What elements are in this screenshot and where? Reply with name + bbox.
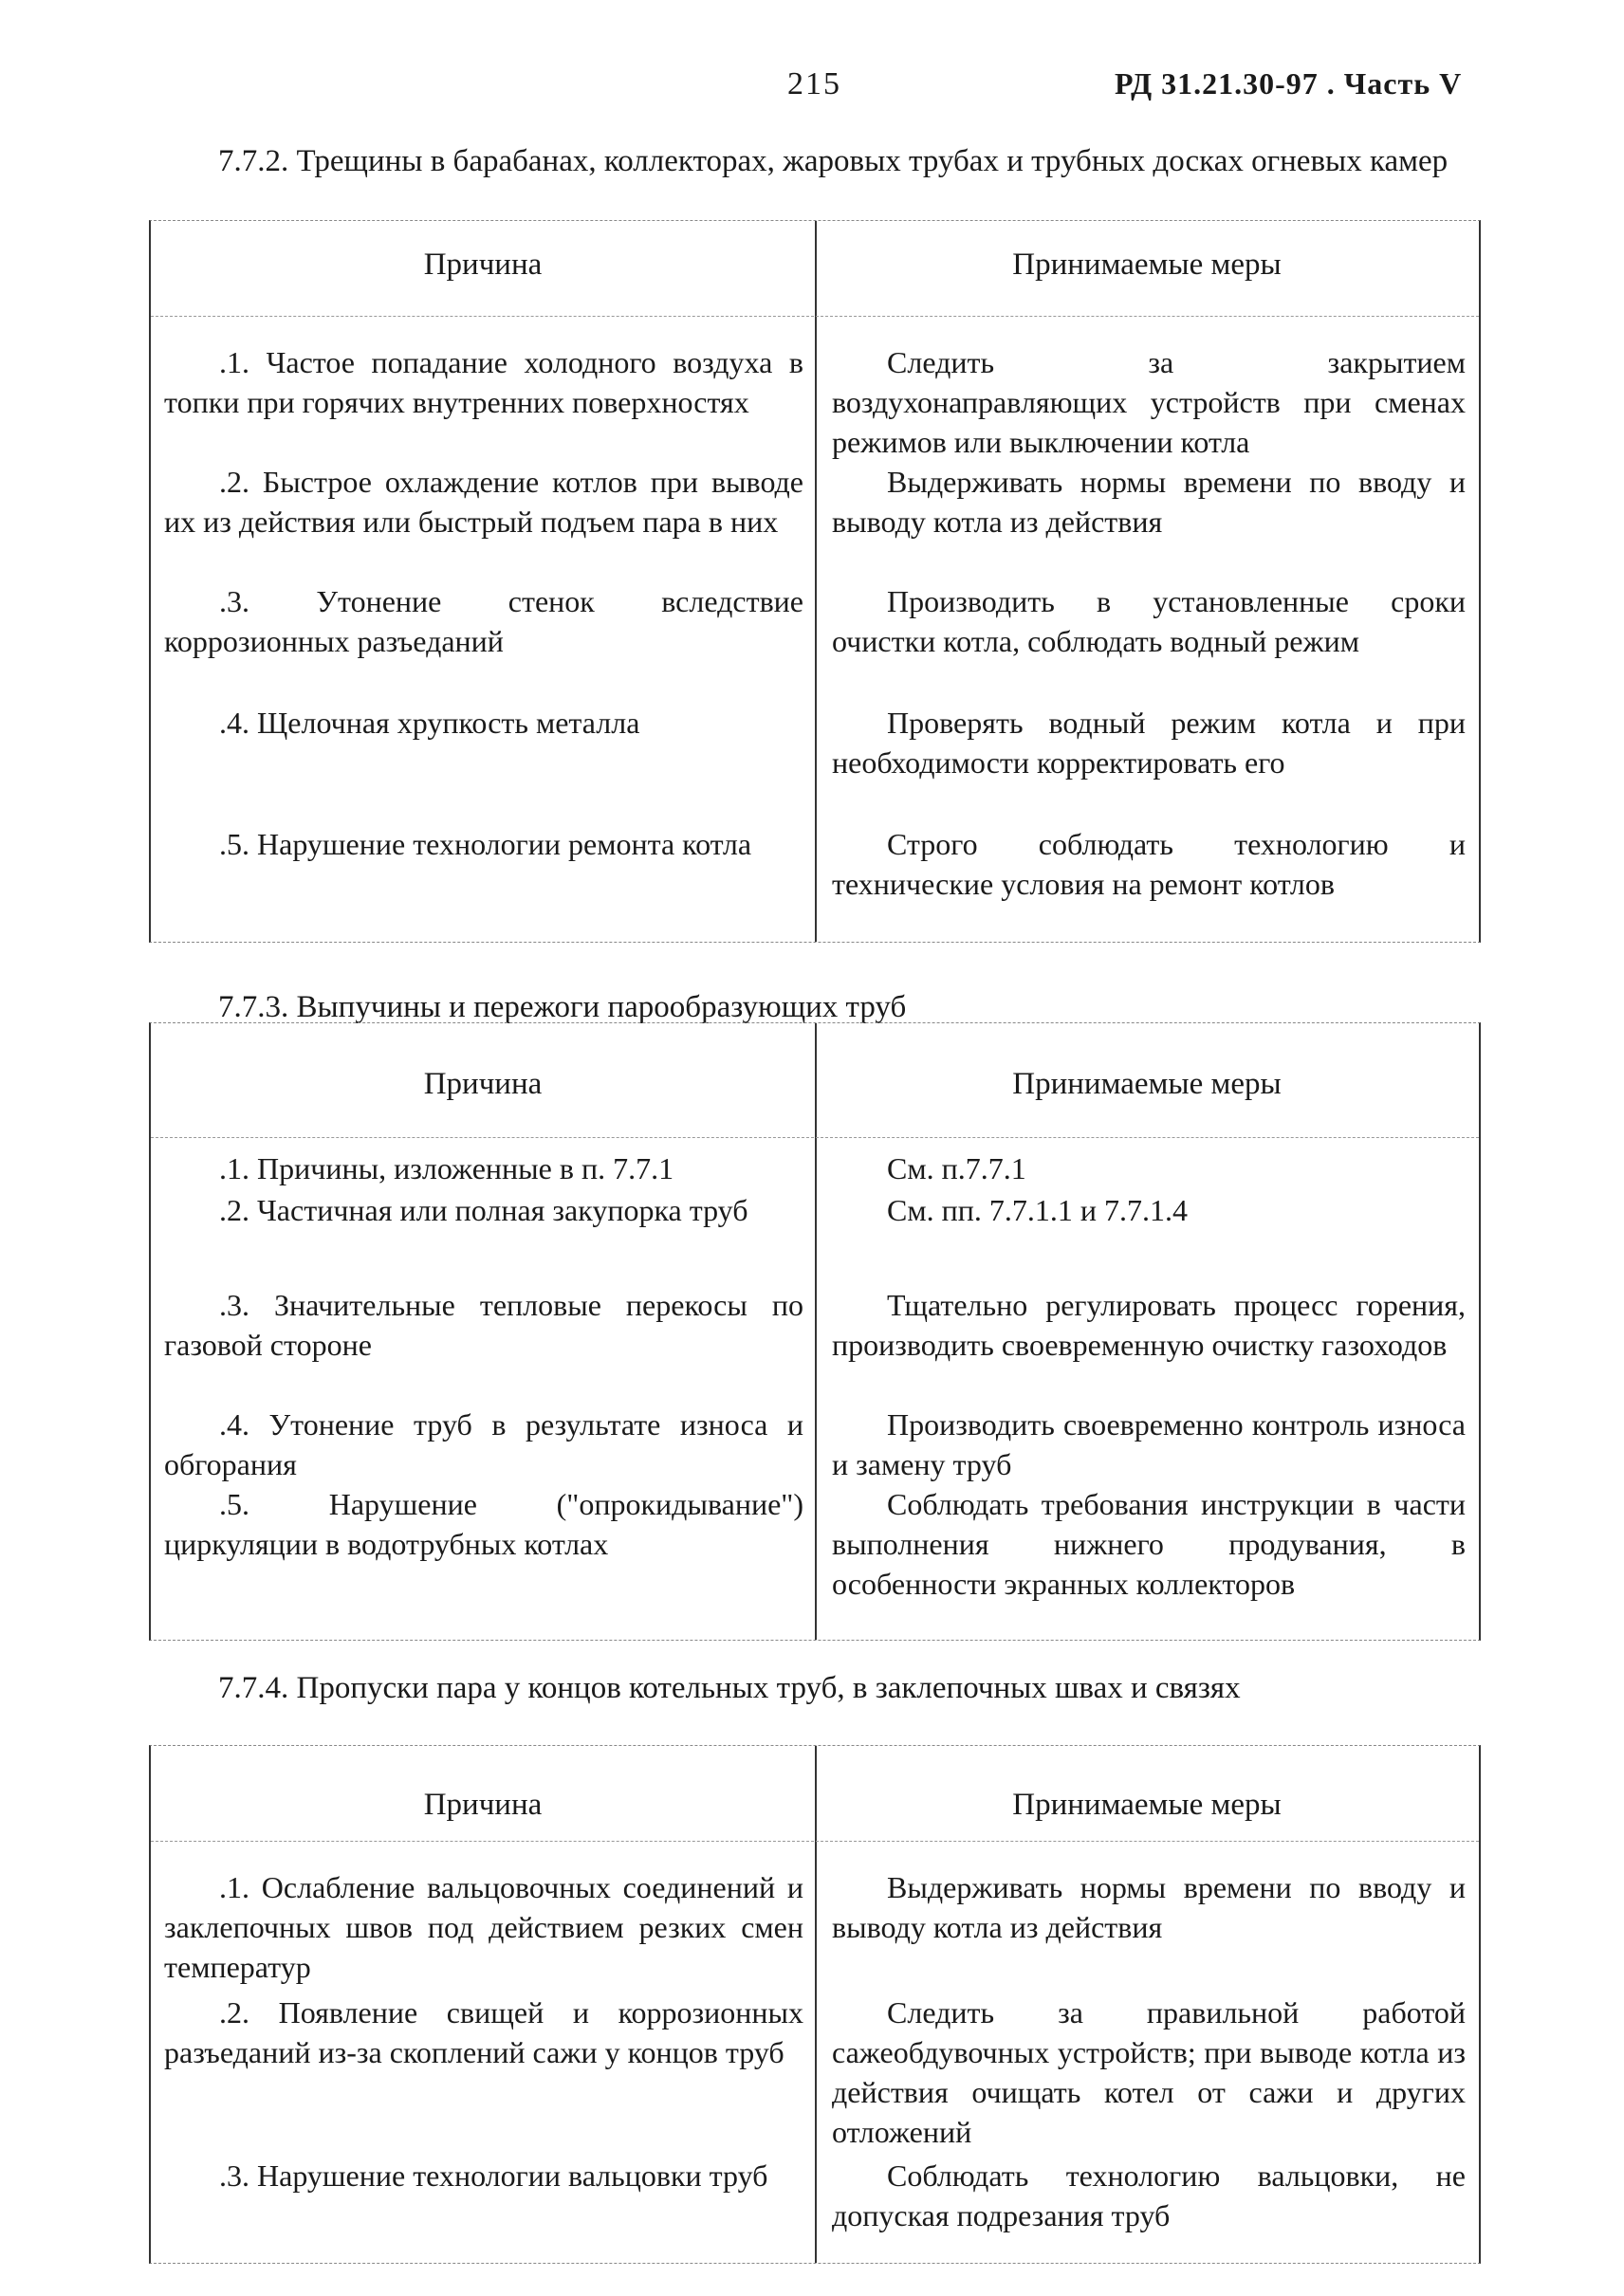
table-row bbox=[151, 1867, 1479, 1993]
cause-cell: .5. Нарушение ("опрокидывание") циркуляции в водотрубных котлах bbox=[164, 1487, 803, 1561]
table-body bbox=[151, 1867, 1479, 2239]
measure-cell: Производить в установленные сроки очистки котла, соблюдать водный режим bbox=[832, 584, 1466, 658]
cause-cell: .3. Значительные тепловые перекосы по газовой стороне bbox=[164, 1288, 803, 1362]
table-header bbox=[151, 1023, 1479, 1138]
cause-cell: .4. Щелочная хрупкость металла bbox=[219, 706, 640, 740]
measure-cell: Выдерживать нормы времени по вводу и выводу котла из действия bbox=[832, 465, 1466, 539]
header-measure: Принимаемые меры bbox=[1012, 248, 1282, 282]
table-body bbox=[151, 342, 1479, 944]
cause-cell: .1. Частое попадание холодного воздуха в топки при горячих внутренних поверхностях bbox=[164, 345, 803, 419]
measure-cell: Производить своевременно контроль износа и замену труб bbox=[832, 1407, 1466, 1481]
section-title-7-7-4: 7.7.4. Пропуски пара у концов котельных труб, в заклепочных швах и связях bbox=[218, 1671, 1241, 1705]
page-number: 215 bbox=[787, 66, 841, 101]
table-row bbox=[151, 703, 1479, 824]
cause-cell: .2. Появление свищей и коррозионных разъеданий из-за скоплений сажи у концов труб bbox=[164, 1995, 803, 2069]
table-header bbox=[151, 1746, 1479, 1842]
table-row bbox=[151, 581, 1479, 703]
cause-cell: .4. Утонение труб в результате износа и обгорания bbox=[164, 1407, 803, 1481]
cause-cell: .5. Нарушение технологии ремонта котла bbox=[219, 827, 752, 861]
table-row bbox=[151, 342, 1479, 462]
table-row bbox=[151, 1484, 1479, 1617]
table-row bbox=[151, 1190, 1479, 1285]
table-body bbox=[151, 1148, 1479, 1617]
table-7-7-3 bbox=[149, 1022, 1481, 1641]
cause-cell: .1. Ослабление вальцовочных соединений и заклепочных швов под действием резких смен температур bbox=[164, 1870, 803, 1984]
section-title-7-7-3: 7.7.3. Выпучины и пережоги парообразующих труб bbox=[218, 990, 907, 1024]
table-row bbox=[151, 824, 1479, 944]
section-title-7-7-2: 7.7.2. Трещины в барабанах, коллекторах, жаровых трубах и трубных досках огневых камер bbox=[218, 144, 1449, 178]
page-header bbox=[0, 66, 1624, 114]
document-code: РД 31.21.30-97 . Часть V bbox=[1115, 66, 1463, 101]
measure-cell: См. п.7.7.1 bbox=[887, 1151, 1026, 1185]
table-row bbox=[151, 462, 1479, 581]
cause-cell: .1. Причины, изложенные в п. 7.7.1 bbox=[219, 1151, 674, 1185]
cause-cell: .3. Нарушение технологии вальцовки труб bbox=[219, 2158, 768, 2193]
header-measure: Принимаемые меры bbox=[1012, 1788, 1282, 1822]
table-row bbox=[151, 1285, 1479, 1405]
cause-cell: .2. Быстрое охлаждение котлов при выводе их из действия или быстрый подъем пара в них bbox=[164, 465, 803, 539]
header-cause: Причина bbox=[423, 1788, 543, 1822]
cause-cell: .2. Частичная или полная закупорка труб bbox=[219, 1193, 748, 1227]
table-row bbox=[151, 1148, 1479, 1190]
table-row bbox=[151, 1993, 1479, 2156]
measure-cell: Строго соблюдать технологию и технические условия на ремонт котлов bbox=[832, 827, 1466, 901]
table-7-7-4 bbox=[149, 1745, 1481, 2264]
measure-cell: Следить за правильной работой сажеобдувочных устройств; при выводе котла из действия очищать котел от сажи и других отложений bbox=[832, 1995, 1466, 2149]
cause-cell: .3. Утонение стенок вследствие коррозионных разъеданий bbox=[164, 584, 803, 658]
measure-cell: Тщательно регулировать процесс горения, производить своевременную очистку газоходов bbox=[832, 1288, 1466, 1362]
measure-cell: См. пп. 7.7.1.1 и 7.7.1.4 bbox=[887, 1193, 1188, 1227]
header-measure: Принимаемые меры bbox=[1012, 1067, 1282, 1101]
table-row bbox=[151, 2156, 1479, 2239]
measure-cell: Следить за закрытием воздухонаправляющих устройств при сменах режимов или выключении котла bbox=[832, 345, 1466, 459]
header-cause: Причина bbox=[423, 248, 543, 282]
measure-cell: Соблюдать требования инструкции в части выполнения нижнего продувания, в особенности экранных коллекторов bbox=[832, 1487, 1466, 1601]
header-cause: Причина bbox=[423, 1067, 543, 1101]
table-7-7-2 bbox=[149, 220, 1481, 943]
measure-cell: Проверять водный режим котла и при необходимости корректировать его bbox=[832, 706, 1466, 780]
measure-cell: Выдерживать нормы времени по вводу и выводу котла из действия bbox=[832, 1870, 1466, 1944]
table-header bbox=[151, 221, 1479, 317]
measure-cell: Соблюдать технологию вальцовки, не допуская подрезания труб bbox=[832, 2158, 1466, 2232]
table-row bbox=[151, 1405, 1479, 1484]
